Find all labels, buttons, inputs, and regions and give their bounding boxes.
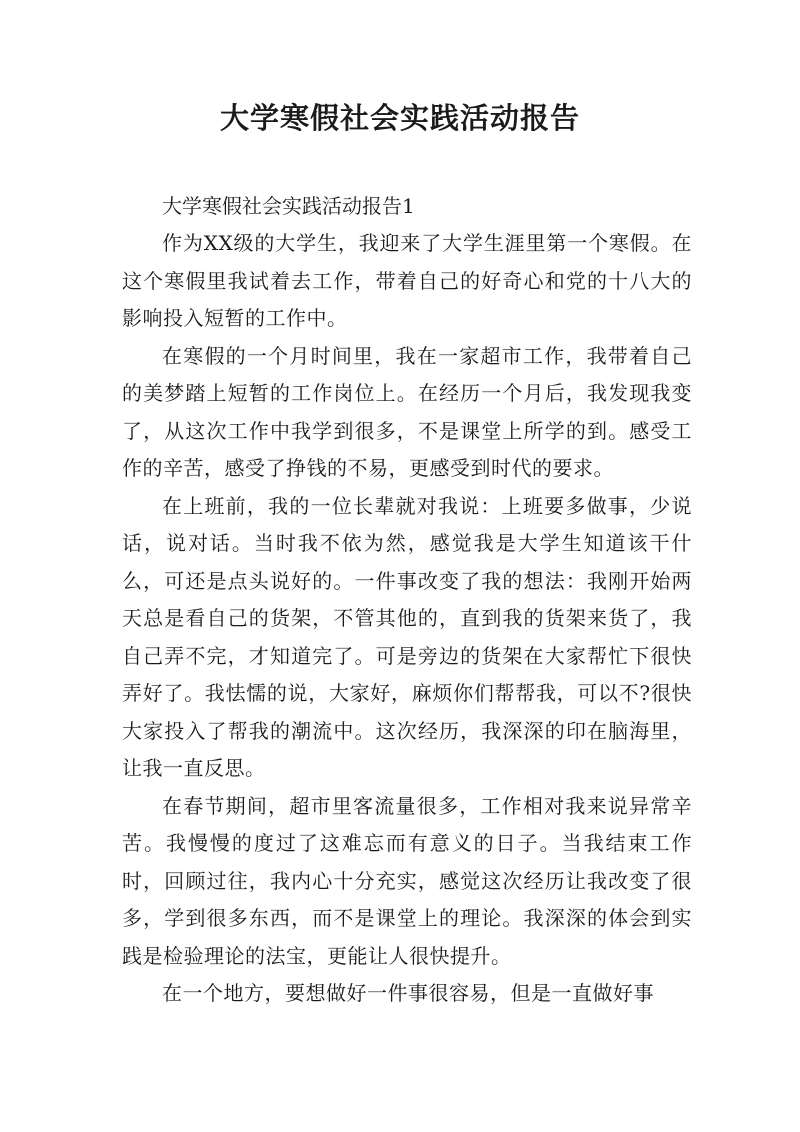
paragraph-2: 在寒假的一个月时间里，我在一家超市工作，我带着自己的美梦踏上短暂的工作岗位上。在经历一个月后，我发现我变了，从这次工作中我学到很多，不是课堂上所学的到。感受工作的辛苦，感受了挣钱的不易，更感受到时代的要求。 — [122, 343, 692, 480]
section-heading: 大学寒假社会实践活动报告1 — [162, 194, 415, 218]
paragraph-4: 在春节期间，超市里客流量很多，工作相对我来说异常辛苦。我慢慢的度过了这难忘而有意义的日子。当我结束工作时，回顾过往，我内心十分充实，感觉这次经历让我改变了很多，学到很多东西，而不是课堂上的理论。我深深的体会到实践是检验理论的法宝，更能让人很快提升。 — [122, 793, 692, 968]
document-body — [122, 188, 692, 1013]
document-title: 大学寒假社会实践活动报告 — [219, 101, 580, 135]
paragraph-1: 作为XX级的大学生，我迎来了大学生涯里第一个寒假。在这个寒假里我试着去工作，带着自己的好奇心和党的十八大的影响投入短暂的工作中。 — [122, 231, 692, 330]
paragraph-5: 在一个地方，要想做好一件事很容易，但是一直做好事 — [162, 981, 654, 1005]
paragraph-3: 在上班前，我的一位长辈就对我说：上班要多做事，少说话，说对话。当时我不依为然，感觉我是大学生知道该干什么，可还是点头说好的。一件事改变了我的想法：我刚开始两天总是看自己的货架，不管其他的，直到我的货架来货了，我自己弄不完，才知道完了。可是旁边的货架在大家帮忙下很快弄好了。我怯懦的说，大家好，麻烦你们帮帮我，可以不?很快大家投入了帮我的潮流中。这次经历，我深深的印在脑海里，让我一直反思。 — [122, 493, 692, 780]
